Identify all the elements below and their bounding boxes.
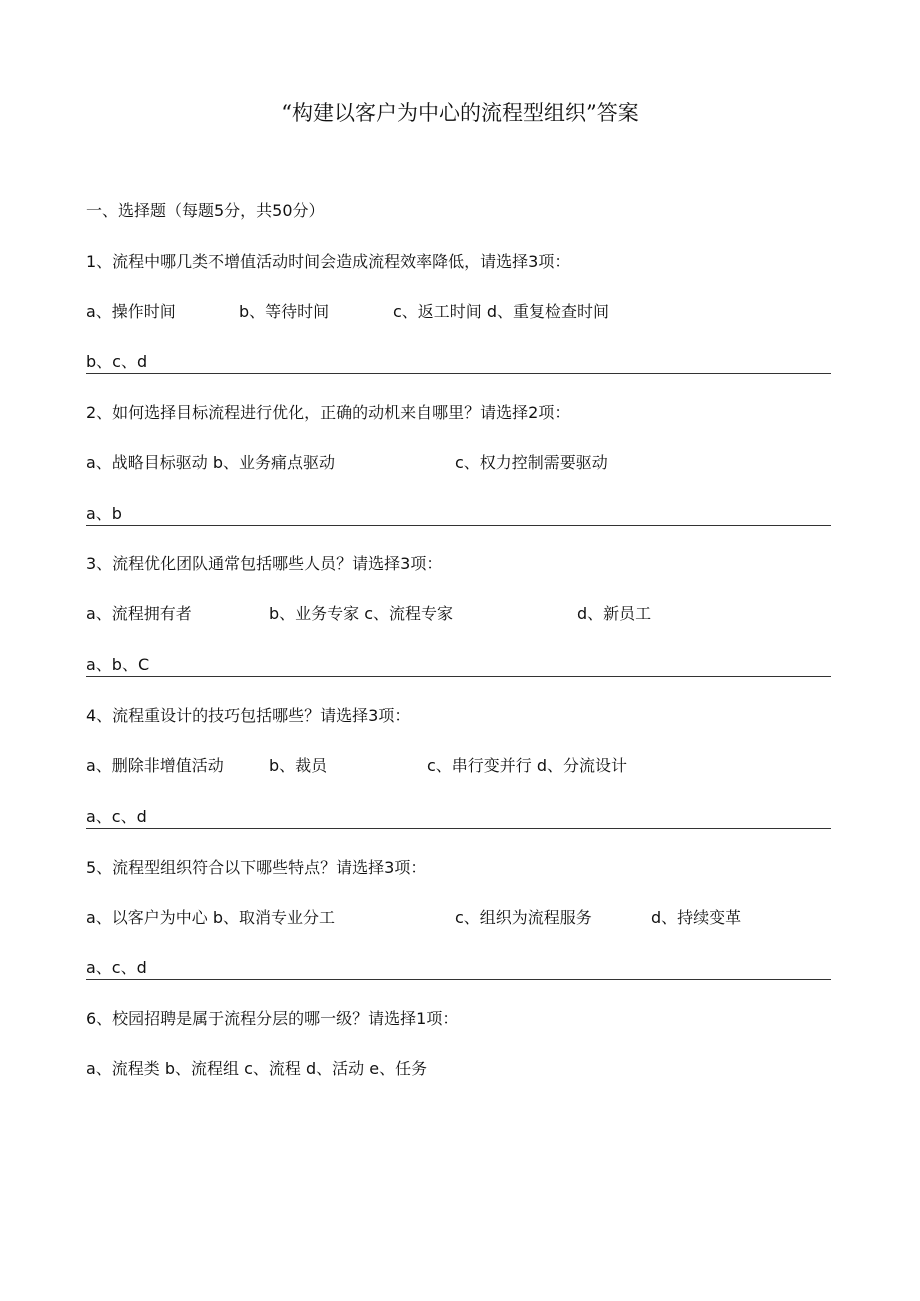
question-6-stem: 6、校园招聘是属于流程分层的哪一级？请选择1项： bbox=[86, 1009, 459, 1028]
question-4-option-b: b、裁员 bbox=[269, 756, 328, 775]
question-3-answer: a、b、C bbox=[86, 654, 831, 677]
question-3-option-a: a、流程拥有者 bbox=[86, 604, 192, 623]
question-2-option-ab: a、战略目标驱动 b、业务痛点驱动 bbox=[86, 453, 336, 472]
question-2-answer: a、b bbox=[86, 503, 831, 526]
question-5-stem: 5、流程型组织符合以下哪些特点？请选择3项： bbox=[86, 858, 427, 877]
question-3-stem: 3、流程优化团队通常包括哪些人员？请选择3项： bbox=[86, 554, 443, 573]
question-3-option-d: d、新员工 bbox=[577, 604, 652, 623]
section-heading: 一、选择题（每题5分，共50分） bbox=[86, 201, 325, 220]
question-1-options bbox=[86, 301, 831, 323]
question-5-options bbox=[86, 907, 831, 929]
question-4-options bbox=[86, 755, 831, 777]
question-1-stem: 1、流程中哪几类不增值活动时间会造成流程效率降低，请选择3项： bbox=[86, 252, 571, 271]
question-2-option-c: c、权力控制需要驱动 bbox=[455, 453, 608, 472]
question-6-options: a、流程类 b、流程组 c、流程 d、活动 e、任务 bbox=[86, 1059, 428, 1078]
question-1-answer: b、c、d bbox=[86, 351, 831, 374]
question-5-answer: a、c、d bbox=[86, 957, 831, 980]
question-1-option-a: a、操作时间 bbox=[86, 302, 176, 321]
question-2-options bbox=[86, 452, 831, 474]
question-2-stem: 2、如何选择目标流程进行优化，正确的动机来自哪里？请选择2项： bbox=[86, 403, 571, 422]
question-5-option-c: c、组织为流程服务 bbox=[455, 908, 592, 927]
question-1-option-b: b、等待时间 bbox=[239, 302, 330, 321]
document-title: “构建以客户为中心的流程型组织”答案 bbox=[281, 101, 639, 125]
question-4-option-a: a、删除非增值活动 bbox=[86, 756, 224, 775]
question-4-option-cd: c、串行变并行 d、分流设计 bbox=[427, 756, 628, 775]
question-1-option-cd: c、返工时间 d、重复检查时间 bbox=[393, 302, 610, 321]
question-4-answer: a、c、d bbox=[86, 806, 831, 829]
question-5-option-ab: a、以客户为中心 b、取消专业分工 bbox=[86, 908, 336, 927]
question-3-options bbox=[86, 603, 831, 625]
question-4-stem: 4、流程重设计的技巧包括哪些？请选择3项： bbox=[86, 706, 411, 725]
question-3-option-bc: b、业务专家 c、流程专家 bbox=[269, 604, 454, 623]
question-5-option-d: d、持续变革 bbox=[651, 908, 742, 927]
